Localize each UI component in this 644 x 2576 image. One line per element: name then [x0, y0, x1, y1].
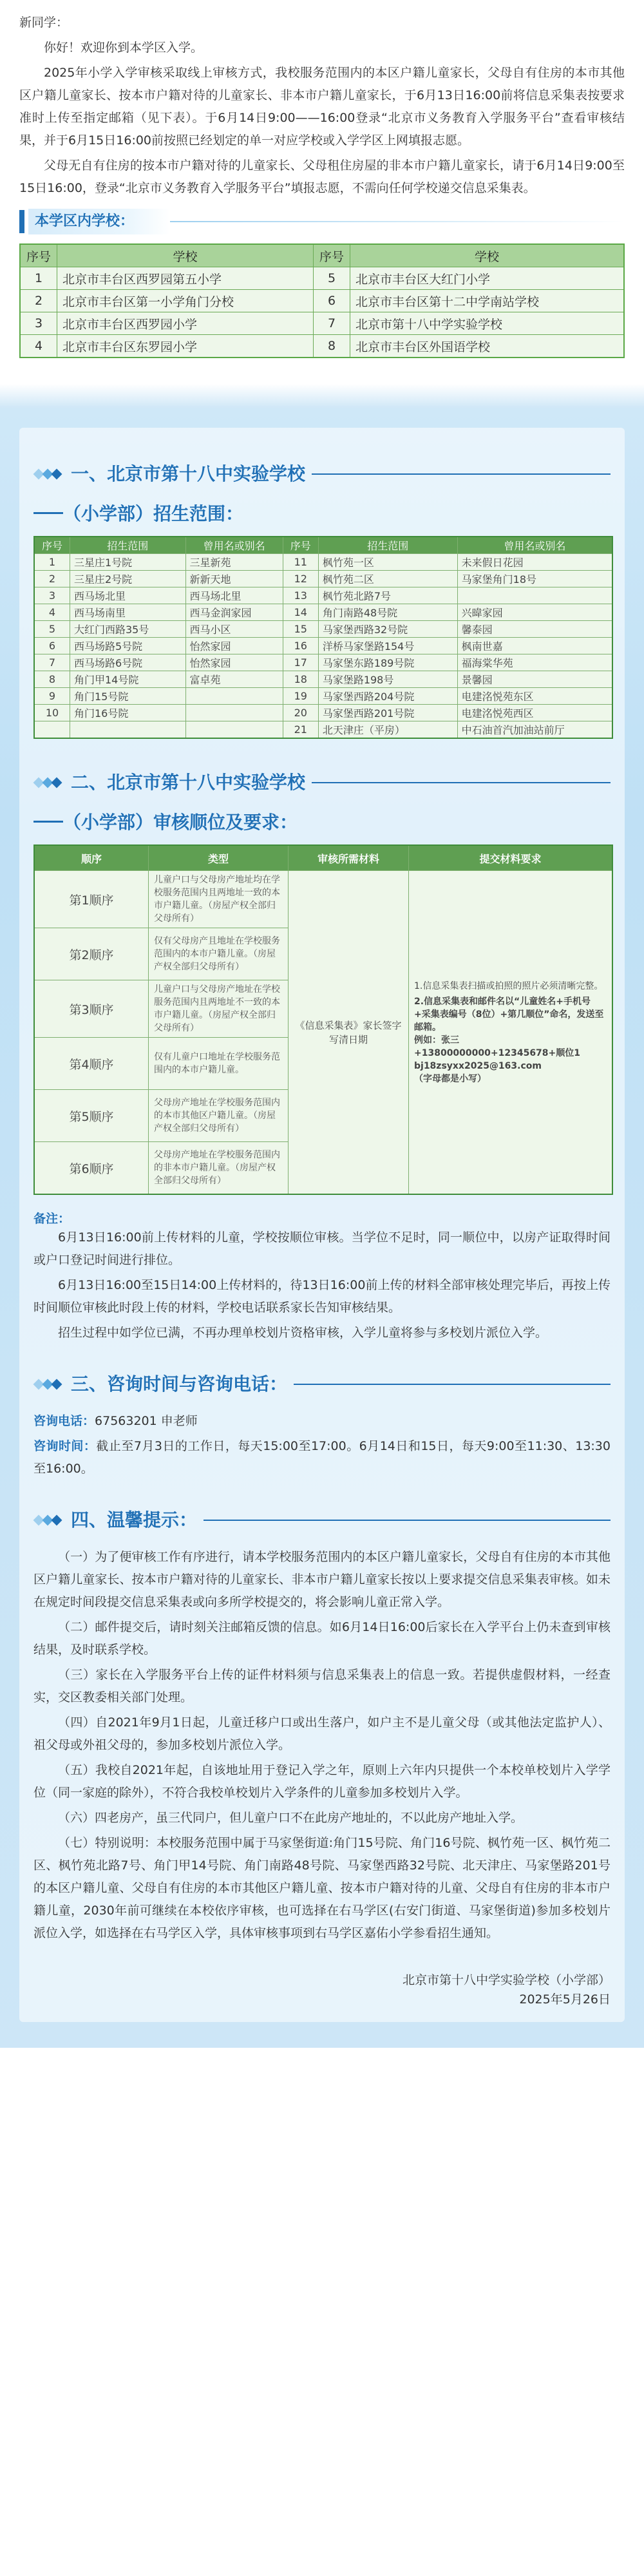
schools-heading-text: 本学区内学校：	[28, 209, 170, 234]
table-cell: 角门甲14号院	[70, 671, 186, 688]
table-cell: 7	[314, 312, 350, 335]
table-header: 招生范围	[318, 537, 457, 554]
time-value: 截止至7月3日的工作日，每天15:00至17:00。6月14日和15日，每天9:00至11:30、13:30至16:00。	[33, 1439, 611, 1476]
section3-title: 三、咨询时间与咨询电话：	[71, 1373, 288, 1395]
table-cell: 11	[283, 554, 318, 571]
section3-heading	[33, 1370, 611, 1398]
type-cell: 儿童户口与父母房产地址均在学校服务范围内且两地址一致的本市户籍儿童。（房屋产权全部归父母所有）	[149, 871, 289, 928]
diamond-icon	[33, 1511, 64, 1529]
table-cell: 枫竹苑北路7号	[318, 587, 457, 604]
table-cell	[185, 705, 283, 721]
table-cell: 三星庄2号院	[70, 571, 186, 587]
table-cell: 4	[34, 604, 70, 621]
table-cell: 北京市第十八中学实验学校	[350, 312, 624, 335]
section4-title: 四、温馨提示：	[71, 1509, 198, 1531]
section1-heading	[33, 460, 611, 488]
order-cell: 第3顺序	[34, 980, 149, 1038]
tip-paragraph: （三）家长在入学服务平台上传的证件材料须与信息采集表上的信息一致。若提供虚假材料，一经查实，交区教委相关部门处理。	[33, 1668, 611, 1704]
requirements-cell	[409, 871, 613, 1195]
table-header: 类型	[149, 845, 289, 871]
section2-subtitle-row	[33, 808, 611, 834]
tip-paragraph: （二）邮件提交后，请时刻关注邮箱反馈的信息。如6月14日16:00后家长在入学平台上仍未查到审核结果，及时联系学校。	[33, 1620, 611, 1657]
greeting: 新同学：	[19, 15, 69, 30]
table-cell: 15	[283, 621, 318, 638]
requirement-line: （字母都是小写）	[414, 1073, 486, 1084]
table-cell: 6	[34, 638, 70, 654]
section4-heading	[33, 1506, 611, 1534]
type-cell: 仅有父母房产且地址在学校服务范围内的本市户籍儿童。（房屋产权全部归父母所有）	[149, 928, 289, 980]
order-cell: 第2顺序	[34, 928, 149, 980]
enrollment-range-table	[33, 536, 613, 739]
table-header: 审核所需材料	[289, 845, 409, 871]
table-row	[34, 638, 612, 654]
diamond-icon	[33, 774, 64, 792]
table-header: 曾用名或别名	[185, 537, 283, 554]
title-rule	[312, 782, 611, 783]
table-header: 招生范围	[70, 537, 186, 554]
phone-label: 咨询电话：	[33, 1414, 95, 1428]
table-cell: 18	[283, 671, 318, 688]
subtitle-bar	[33, 512, 63, 514]
table-cell: 9	[34, 688, 70, 705]
table-cell: 西马场北里	[185, 587, 283, 604]
tip-paragraph: （一）为了便审核工作有序进行，请本学校服务范围内的本区户籍儿童家长，父母自有住房的本市其他区户籍儿童家长、按本市户籍对待的儿童家长、非本市户籍儿童家长按以上要求提交信息采集表审核。如未在规定时间段提交信息采集表或向多所学校提交的，将会影响儿童正常入学。	[33, 1550, 611, 1609]
table-cell: 枫竹苑二区	[318, 571, 457, 587]
notes-title: 备注：	[33, 1212, 71, 1226]
table-header: 学校	[57, 244, 314, 267]
table-cell: 富卓苑	[185, 671, 283, 688]
type-cell: 仅有儿童户口地址在学校服务范围内的本市户籍儿童。	[149, 1038, 289, 1090]
table-cell: 怡然家园	[185, 654, 283, 671]
table-cell: 13	[283, 587, 318, 604]
content-card	[19, 428, 625, 2022]
section2-subtitle: （小学部）审核顺位及要求：	[63, 812, 298, 833]
table-cell: 1	[34, 554, 70, 571]
table-cell: 西马场路6号院	[70, 654, 186, 671]
table-cell: 2	[34, 571, 70, 587]
table-cell: 马家堡角门18号	[457, 571, 612, 587]
section1-title: 一、北京市第十八中实验学校	[71, 463, 306, 484]
intro-paragraph: 你好！欢迎你到本学区入学。	[44, 41, 204, 55]
table-cell: 新新天地	[185, 571, 283, 587]
table-row	[34, 705, 612, 721]
table-cell: 5	[34, 621, 70, 638]
requirement-line: 1.信息采集表扫描或拍照的照片必须清晰完整。	[414, 980, 603, 991]
table-cell	[34, 721, 70, 739]
time-label: 咨询时间：	[33, 1439, 97, 1453]
tip-paragraph: （四）自2021年9月1日起，儿童迁移户口或出生落户，如户主不是儿童父母（或其他法定监护人）、祖父母或外祖父母的，参加多校划片派位入学。	[33, 1715, 611, 1752]
table-row	[34, 554, 612, 571]
table-cell: 马家堡西路204号院	[318, 688, 457, 705]
table-cell: 西马金润家园	[185, 604, 283, 621]
table-row	[34, 871, 612, 928]
table-cell: 大红门西路35号	[70, 621, 186, 638]
table-cell: 北京市丰台区第十二中学南站学校	[350, 290, 624, 312]
title-rule	[204, 1520, 611, 1521]
order-cell: 第6顺序	[34, 1142, 149, 1195]
table-header: 提交材料要求	[409, 845, 613, 871]
table-header: 曾用名或别名	[457, 537, 612, 554]
schools-heading	[19, 209, 625, 234]
table-cell: 西马小区	[185, 621, 283, 638]
table-cell: 16	[283, 638, 318, 654]
table-row	[34, 654, 612, 671]
table-header-row	[34, 537, 612, 554]
subtitle-bar	[33, 821, 63, 823]
table-cell: 电建洺悦苑东区	[457, 688, 612, 705]
requirement-line: 2.信息采集表和邮件名以“儿童姓名+手机号+采集表编号（8位）+第几顺位”命名，发送至邮箱。	[414, 996, 604, 1033]
table-cell: 4	[20, 335, 57, 358]
review-order-table	[33, 844, 613, 1195]
table-cell	[70, 721, 186, 739]
schools-table	[19, 243, 625, 358]
table-cell: 西马场南里	[70, 604, 186, 621]
table-row	[34, 604, 612, 621]
order-cell: 第5顺序	[34, 1090, 149, 1142]
table-cell: 10	[34, 705, 70, 721]
table-cell: 景馨园	[457, 671, 612, 688]
diamond-icon	[33, 465, 64, 483]
table-cell: 北天津庄（平房）	[318, 721, 457, 739]
table-cell: 2	[20, 290, 57, 312]
diamond-icon	[33, 1375, 64, 1393]
title-rule	[312, 473, 611, 475]
table-header: 序号	[20, 244, 57, 267]
table-row	[20, 290, 624, 312]
email-address: bj18zsyxx2025@163.com	[414, 1060, 542, 1071]
table-header: 顺序	[34, 845, 149, 871]
table-cell: 北京市丰台区西罗园小学	[57, 312, 314, 335]
table-cell: 5	[314, 267, 350, 290]
heading-decoration	[170, 221, 625, 222]
table-row	[20, 267, 624, 290]
section-divider	[0, 384, 644, 408]
table-row	[34, 621, 612, 638]
type-cell: 儿童户口与父母房产地址在学校服务范围内且两地址不一致的本市户籍儿童。（房屋产权全部归父母所有）	[149, 980, 289, 1038]
phone-value: 67563201 申老师	[95, 1414, 198, 1428]
table-cell	[185, 688, 283, 705]
table-cell: 马家堡西路201号院	[318, 705, 457, 721]
table-header: 序号	[283, 537, 318, 554]
table-cell: 14	[283, 604, 318, 621]
table-cell: 17	[283, 654, 318, 671]
table-cell: 角门南路48号院	[318, 604, 457, 621]
table-cell: 3	[34, 587, 70, 604]
table-cell: 19	[283, 688, 318, 705]
table-header: 学校	[350, 244, 624, 267]
intro-paragraph: 父母无自有住房的按本市户籍对待的儿童家长、父母租住房屋的非本市户籍儿童家长，请于6月14日9:00至15日16:00，登录“北京市义务教育入学服务平台”填报志愿，不需向任何学校递交信息采集表。	[19, 158, 625, 195]
table-cell: 枫竹苑一区	[318, 554, 457, 571]
section2-heading	[33, 768, 611, 797]
table-cell: 兴暐家园	[457, 604, 612, 621]
table-cell: 怡然家园	[185, 638, 283, 654]
tip-paragraph: （五）我校自2021年起，自该地址用于登记入学之年，原则上六年内只提供一个本校单校划片入学学位（同一家庭的除外），不符合我校单校划片入学条件的儿童参加多校划片入学。	[33, 1763, 611, 1800]
table-cell: 马家堡东路189号院	[318, 654, 457, 671]
table-header: 序号	[34, 537, 70, 554]
heading-marker-icon	[19, 210, 24, 233]
table-cell: 7	[34, 654, 70, 671]
table-cell: 馨泰园	[457, 621, 612, 638]
table-cell: 洋桥马家堡路154号	[318, 638, 457, 654]
footer-date: 2025年5月26日	[519, 1992, 611, 2007]
table-row	[20, 312, 624, 335]
note-paragraph: 招生过程中如学位已满，不再办理单校划片资格审核，入学儿童将参与多校划片派位入学。	[58, 1326, 548, 1340]
table-cell: 20	[283, 705, 318, 721]
table-cell: 马家堡西路32号院	[318, 621, 457, 638]
table-cell: 西马场路5号院	[70, 638, 186, 654]
table-cell: 8	[314, 335, 350, 358]
table-cell: 1	[20, 267, 57, 290]
intro-paragraph: 2025年小学入学审核采取线上审核方式，我校服务范围内的本区户籍儿童家长，父母自有住房的本市其他区户籍儿童家长、按本市户籍对待的儿童家长、非本市户籍儿童家长，于6月13日16:00前将信息采集表按要求准时上传至指定邮箱（见下表）。于6月14日9:00——16:00登录“北京市义务教育入学服务平台”查看审核结果，并于6月15日16:00前按照已经划定的单一对应学校或入学学区上网填报志愿。	[19, 66, 625, 148]
table-row	[34, 688, 612, 705]
table-cell	[185, 721, 283, 739]
table-cell: 枫南世嘉	[457, 638, 612, 654]
table-cell: 21	[283, 721, 318, 739]
table-cell: 中石油首汽加油站前厅	[457, 721, 612, 739]
table-cell: 北京市丰台区西罗园第五小学	[57, 267, 314, 290]
table-header-row	[34, 845, 612, 871]
table-cell: 角门15号院	[70, 688, 186, 705]
table-header-row	[20, 244, 624, 267]
consult-phone	[33, 1410, 611, 1433]
table-row	[34, 721, 612, 739]
note-paragraph: 6月13日16:00前上传材料的儿童，学校按顺位审核。当学位不足时，同一顺位中，以房产证取得时间或户口登记时间进行排位。	[33, 1230, 611, 1267]
table-cell: 电建洺悦苑西区	[457, 705, 612, 721]
table-cell: 角门16号院	[70, 705, 186, 721]
section1-subtitle-row	[33, 500, 611, 526]
table-cell: 8	[34, 671, 70, 688]
table-cell: 北京市丰台区第一小学角门分校	[57, 290, 314, 312]
section1-subtitle: （小学部）招生范围：	[63, 503, 244, 524]
table-cell: 北京市丰台区东罗园小学	[57, 335, 314, 358]
table-cell: 西马场北里	[70, 587, 186, 604]
table-row	[34, 671, 612, 688]
type-cell: 父母房产地址在学校服务范围内的非本市户籍儿童。（房屋产权全部归父母所有）	[149, 1142, 289, 1195]
table-header: 序号	[314, 244, 350, 267]
footer-school: 北京市第十八中学实验学校（小学部）	[402, 1973, 611, 1987]
title-rule	[294, 1384, 611, 1385]
note-paragraph: 6月13日16:00至15日14:00上传材料的，待13日16:00前上传的材料全部审核处理完毕后，再按上传时间顺位审核此时段上传的材料，学校电话联系家长告知审核结果。	[33, 1278, 611, 1315]
section2-title: 二、北京市第十八中实验学校	[71, 772, 306, 793]
table-cell: 三星新苑	[185, 554, 283, 571]
requirement-line: 例如：张三+13800000000+12345678+顺位1	[414, 1035, 581, 1058]
consult-time	[33, 1435, 611, 1480]
table-cell: 马家堡路198号	[318, 671, 457, 688]
table-cell: 北京市丰台区大红门小学	[350, 267, 624, 290]
tip-paragraph: （七）特别说明：本校服务范围中属于马家堡街道:角门15号院、角门16号院、枫竹苑一区、枫竹苑二区、枫竹苑北路7号、角门甲14号院、角门南路48号院、马家堡西路32号院、北天津庄、马家堡路201号的本区户籍儿童、父母自有住房的本市其他区户籍儿童、按本市户籍对待的儿童、父母自有住房的非本市户籍儿童，2030年前可继续在本校依序审核，也可选择在右马学区(右安门街道、马家堡街道)参加多校划片派位入学，如选择在右马学区入学，具体审核事项到右马学区嘉佑小学参看招生通知。	[33, 1836, 611, 1940]
signature	[33, 1970, 611, 2009]
type-cell: 父母房产地址在学校服务范围内的本市其他区户籍儿童。（房屋产权全部归父母所有）	[149, 1090, 289, 1142]
table-row	[34, 571, 612, 587]
order-cell: 第4顺序	[34, 1038, 149, 1090]
table-cell: 未来假日花园	[457, 554, 612, 571]
order-cell: 第1顺序	[34, 871, 149, 928]
table-cell: 三星庄1号院	[70, 554, 186, 571]
intro-section	[0, 0, 644, 358]
table-row	[34, 587, 612, 604]
table-cell: 6	[314, 290, 350, 312]
content-area	[0, 408, 644, 2048]
table-cell: 12	[283, 571, 318, 587]
table-cell: 北京市丰台区外国语学校	[350, 335, 624, 358]
table-row	[20, 335, 624, 358]
material-cell: 《信息采集表》家长签字写清日期	[289, 871, 409, 1195]
table-cell	[457, 587, 612, 604]
table-cell: 福海棠华苑	[457, 654, 612, 671]
tip-paragraph: （六）四老房产，虽三代同户，但儿童户口不在此房产地址的，不以此房产地址入学。	[58, 1811, 524, 1825]
table-cell: 3	[20, 312, 57, 335]
